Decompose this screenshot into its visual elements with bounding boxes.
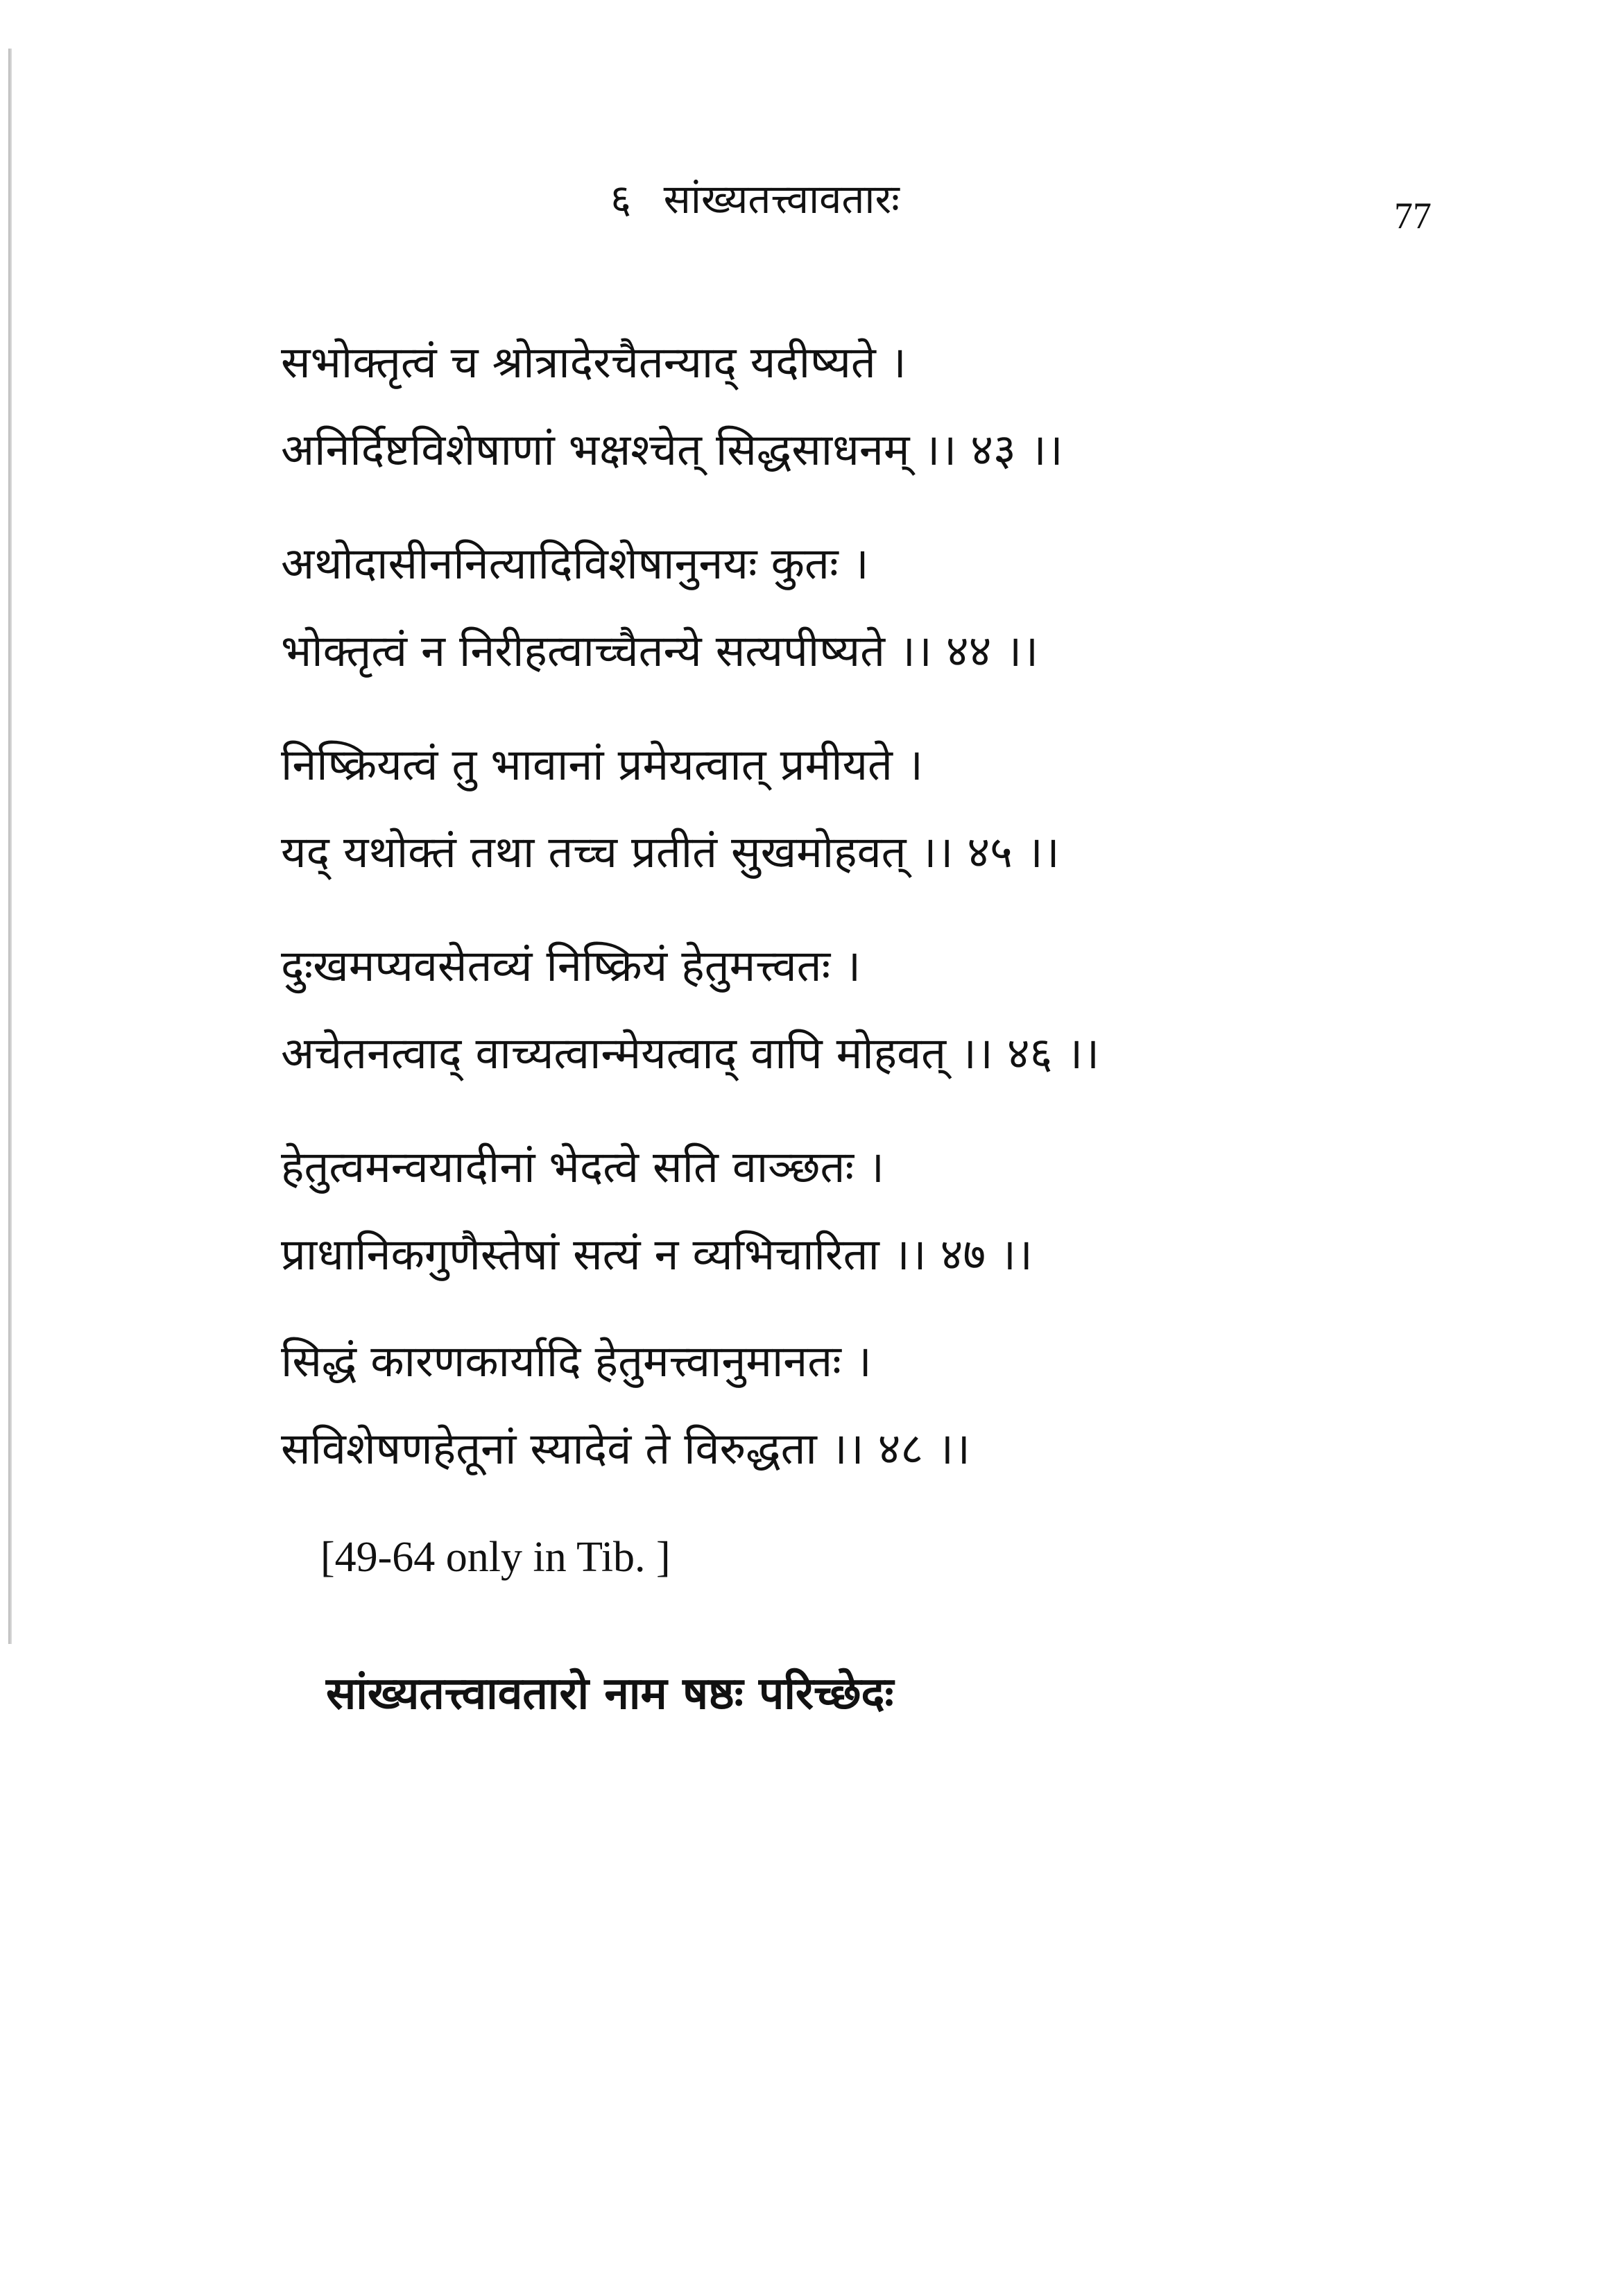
verse-44	[281, 520, 1038, 695]
binding-edge	[8, 49, 12, 1644]
verse-line: हेतुत्वमन्वयादीनां भेदत्वे सति वाञ्छतः ।	[281, 1142, 885, 1192]
verse-line: सिद्धं कारणकार्यादि हेतुमत्त्वानुमानतः ।	[281, 1336, 872, 1387]
chapter-title: सांख्यतत्त्वावतारः	[663, 175, 900, 223]
verse-48	[281, 1318, 970, 1493]
verse-45	[281, 721, 1060, 896]
verse-line: अचेतनत्वाद् वाच्यत्वान्मेयत्वाद् वापि मोहवत् ।। ४६ ।।	[281, 1028, 1100, 1079]
page-number: 77	[1394, 195, 1432, 237]
verse-line: सविशेषणहेतूनां स्यादेवं ते विरुद्धता ।। ४८ ।।	[281, 1423, 970, 1474]
verse-47	[281, 1124, 1033, 1299]
verse-line: अनिर्दिष्टविशेषाणां भक्षश्चेत् सिद्धसाधनम् ।। ४३ ।।	[281, 425, 1063, 475]
verse-line: दुःखमप्यवसेतव्यं निष्क्रियं हेतुमत्त्वतः ।	[281, 941, 861, 991]
verse-line: सभोक्तृत्वं च श्रोत्रादेरचैतन्याद् यदीष्यते ।	[281, 337, 907, 388]
editorial-note: [49-64 only in Tib. ]	[320, 1534, 671, 1581]
running-head	[610, 170, 900, 225]
verse-46	[281, 923, 1099, 1097]
verse-line: अथोदासीननित्यादिविशेषानुनयः कुतः ।	[281, 538, 869, 589]
verse-line: भोक्तृत्वं न निरीहत्वाच्चैतन्ये सत्यपीष्यते ।। ४४ ।।	[281, 626, 1039, 676]
verse-43	[281, 319, 1063, 494]
chapter-colophon: सांख्यतत्त्वावतारो नाम षष्ठः परिच्छेदः	[326, 1668, 894, 1720]
verse-line: यद् यथोक्तं तथा तच्च प्रतीतं सुखमोहवत् ।। ४५ ।।	[281, 827, 1060, 877]
verse-line: निष्क्रियत्वं तु भावानां प्रमेयत्वात् प्रमीयते ।	[281, 739, 923, 790]
chapter-number: ६	[610, 175, 632, 223]
verse-line: प्राधानिकगुणैस्तेषां सत्यं न व्यभिचारिता ।। ४७ ।।	[281, 1229, 1033, 1280]
